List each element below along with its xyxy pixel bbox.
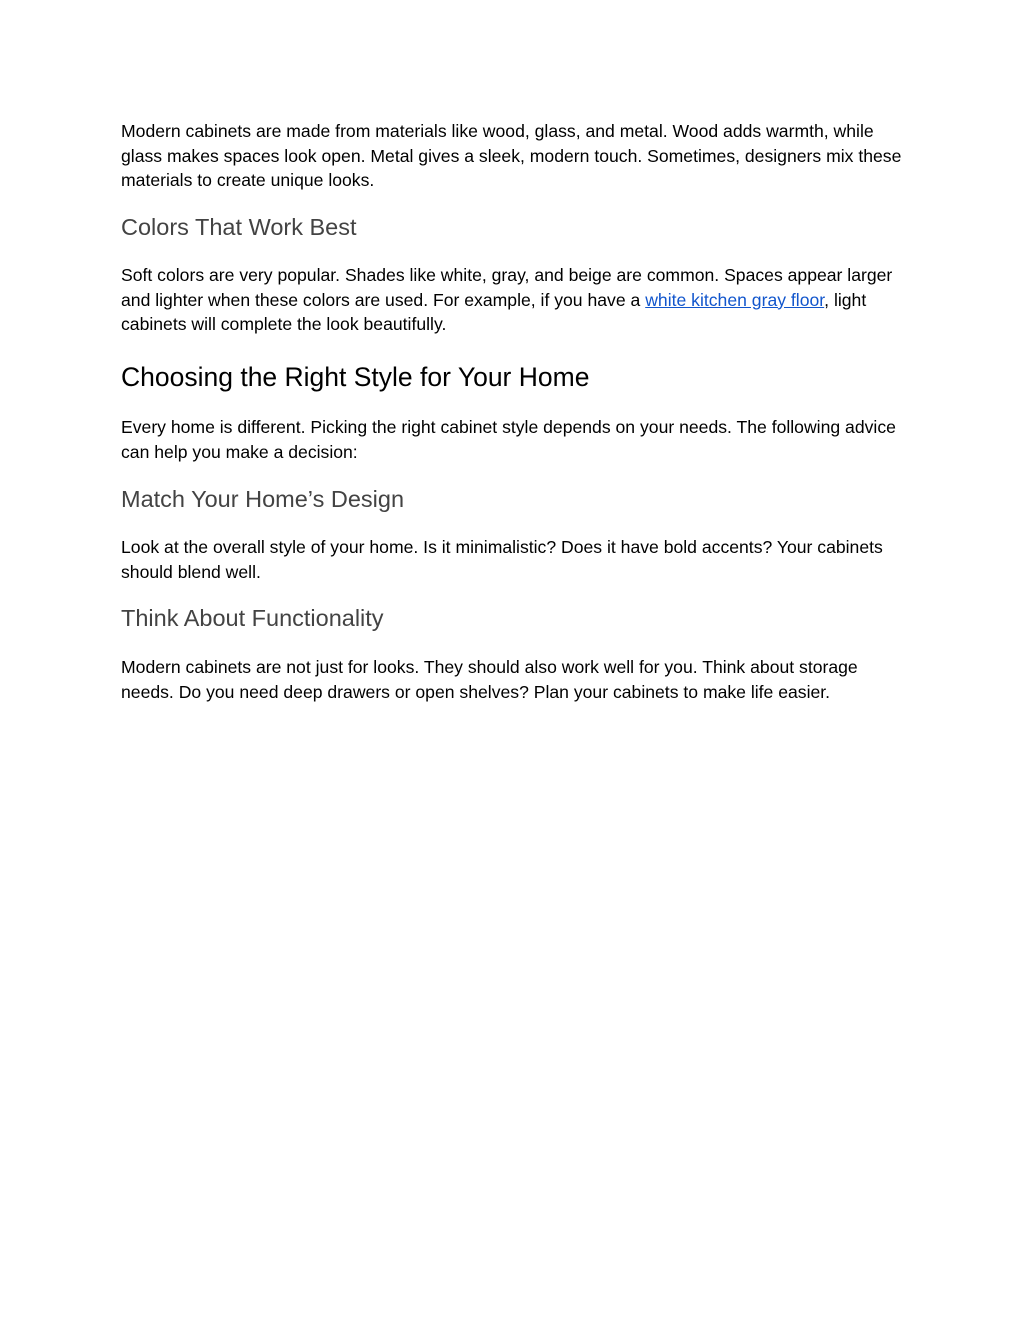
intro-paragraph: Modern cabinets are made from materials like wood, glass, and metal. Wood adds warmth, while glass makes spaces look open. Metal gives a sleek, modern touch. Sometimes, designers mix these materials to create unique looks. [121, 121, 902, 190]
function-paragraph: Modern cabinets are not just for looks. They should also work well for you. Think about storage needs. Do you need deep drawers or open shelves? Plan your cabinets to make life easier. [121, 657, 858, 702]
match-heading: Match Your Home’s Design [121, 486, 405, 512]
colors-paragraph-text-after: , light cabinets will complete the look beautifully. [121, 289, 867, 334]
colors-paragraph-text-before: Soft colors are very popular. Shades like white, gray, and beige are common. Spaces appear larger and lighter when these colors are used. For example, if you have a [121, 265, 893, 310]
match-paragraph: Look at the overall style of your home. Is it minimalistic? Does it have bold accents? Your cabinets should blend well. [121, 537, 883, 582]
colors-paragraph [121, 263, 911, 337]
style-paragraph: Every home is different. Picking the right cabinet style depends on your needs. The following advice can help you make a decision: [121, 417, 896, 462]
function-heading: Think About Functionality [121, 605, 384, 631]
colors-heading: Colors That Work Best [121, 214, 357, 240]
style-heading: Choosing the Right Style for Your Home [121, 362, 590, 392]
white-kitchen-gray-floor-link[interactable]: white kitchen gray floor [645, 289, 825, 310]
